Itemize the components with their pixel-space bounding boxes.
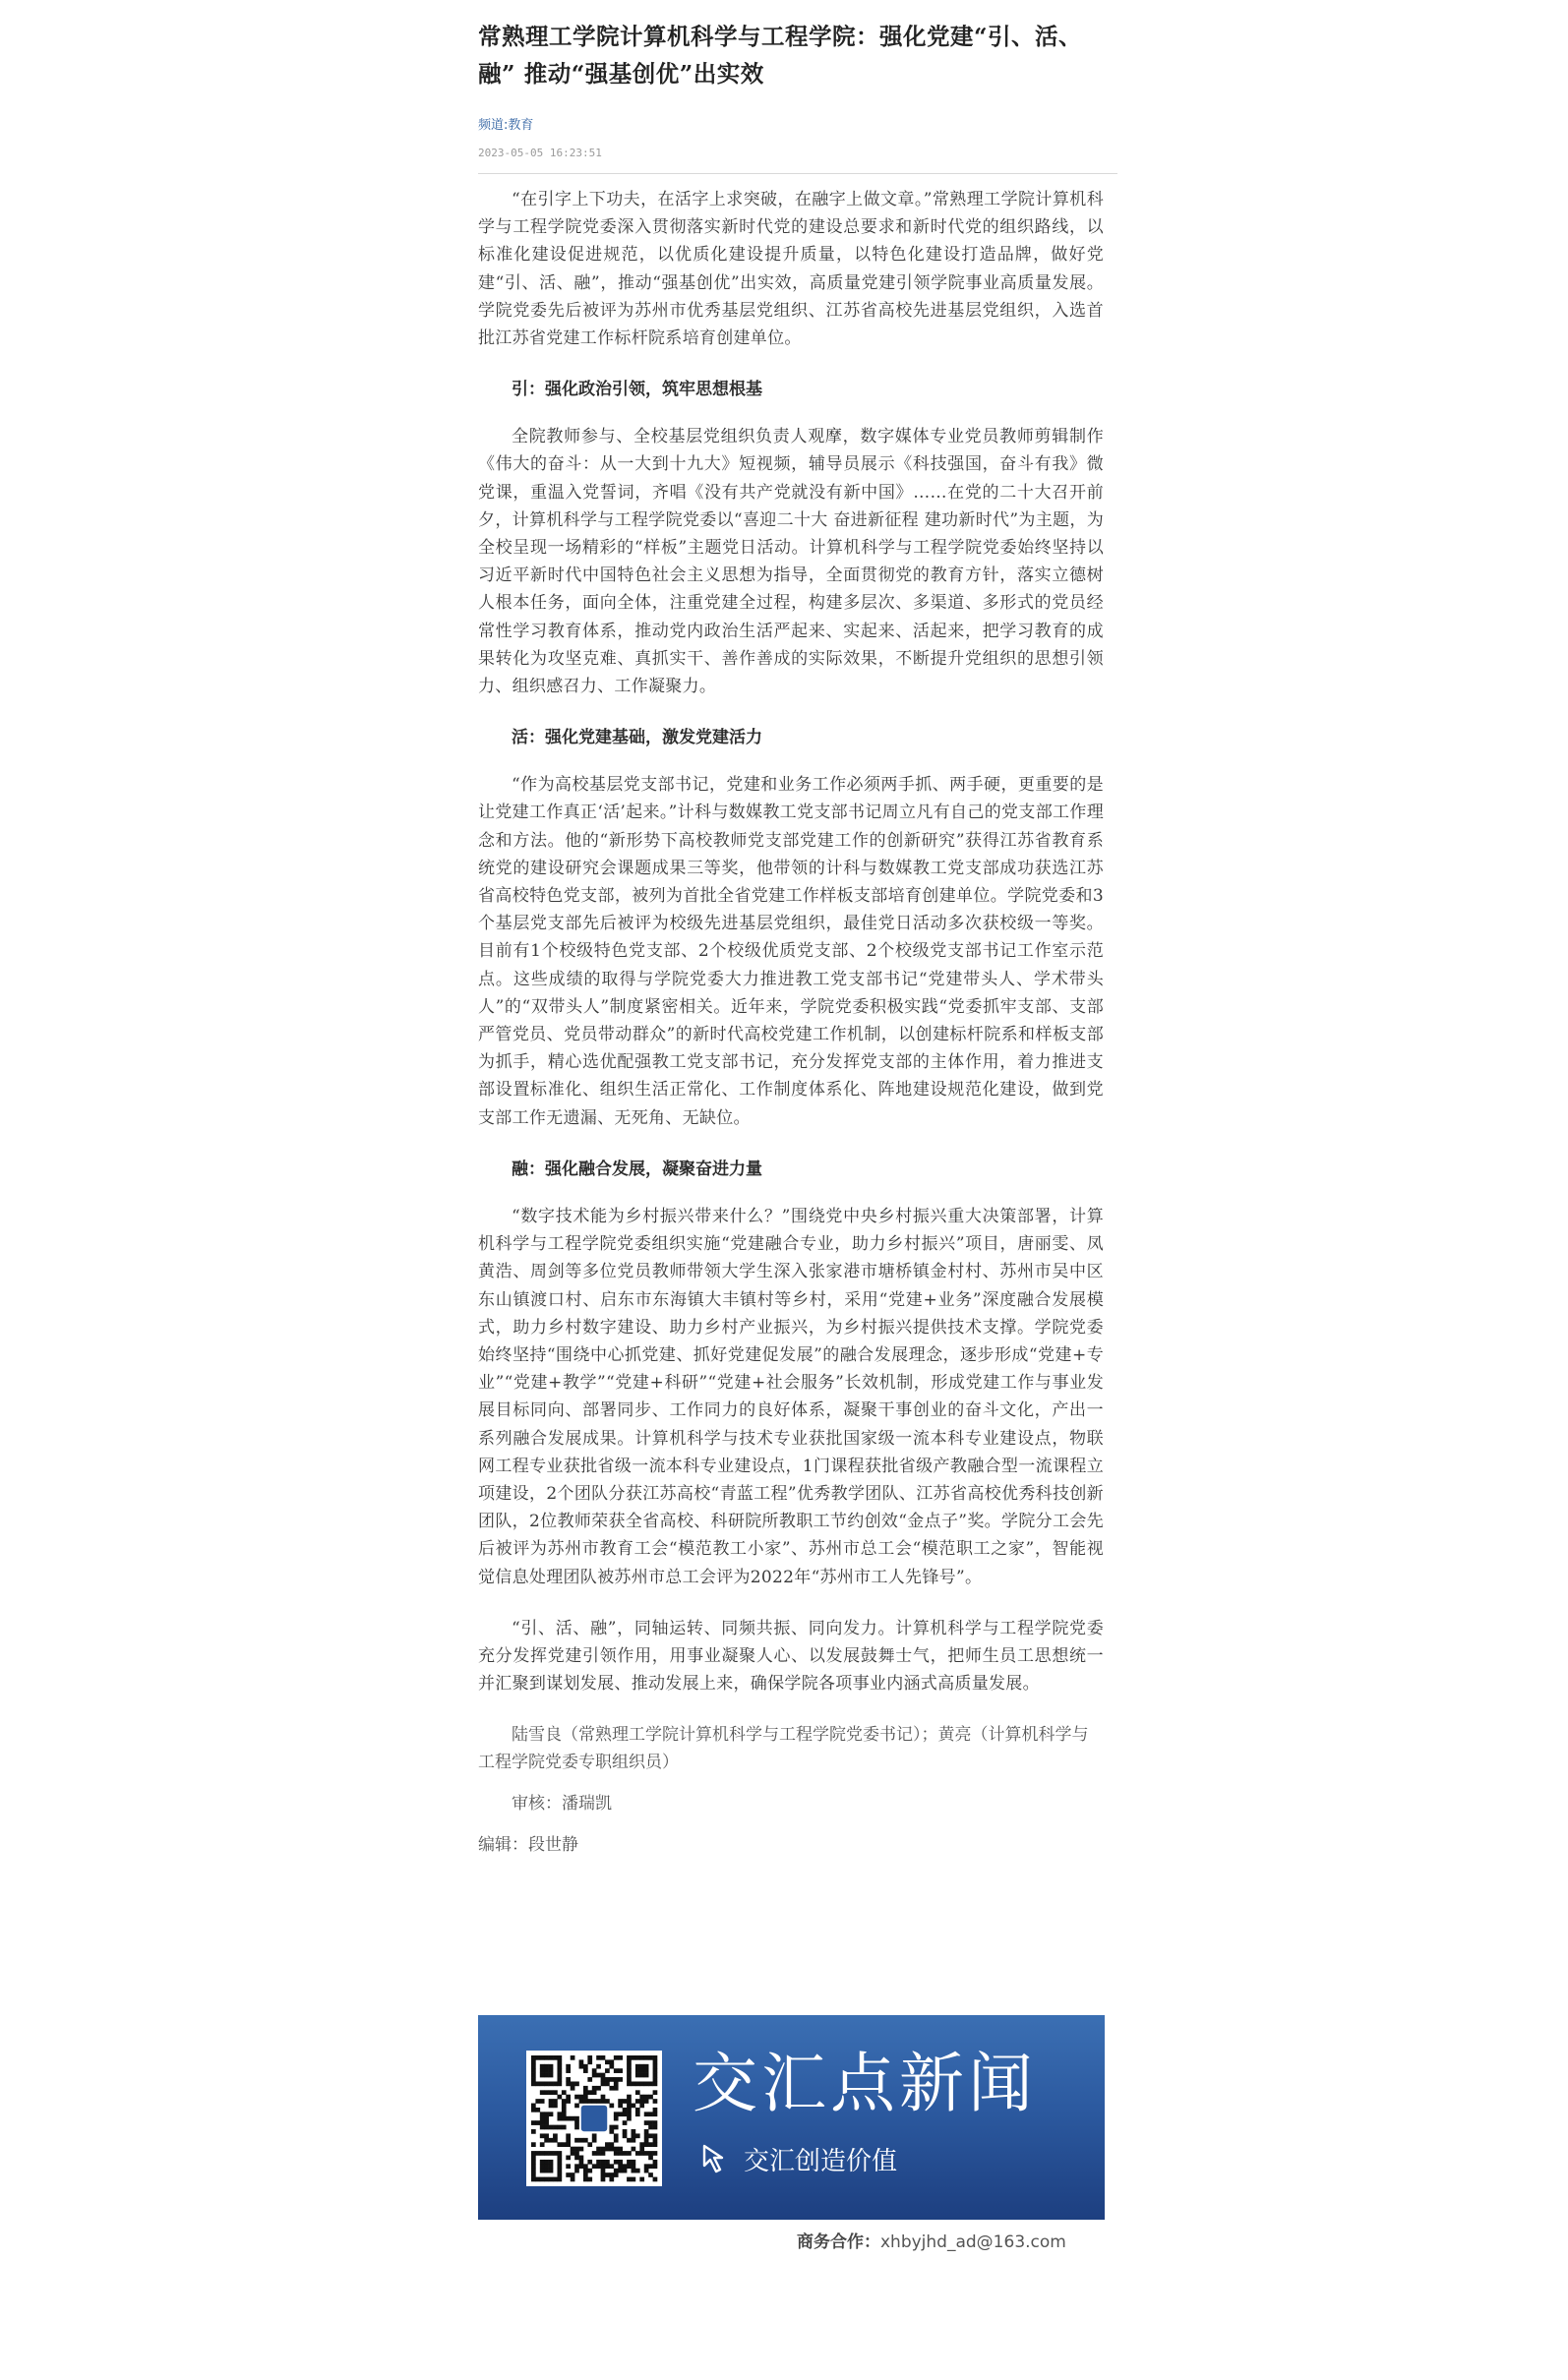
article-title: 常熟理工学院计算机科学与工程学院：强化党建“引、活、融” 推动“强基创优”出实效 xyxy=(478,23,1083,88)
paragraph: “数字技术能为乡村振兴带来什么？”围绕党中央乡村振兴重大决策部署，计算机科学与工程学院党委组织实施“党建融合专业，助力乡村振兴”项目，唐丽雯、凤黄浩、周剑等多位党员教师带领大学生深入张家港市塘桥镇金村村、苏州市吴中区东山镇渡口村、启东市东海镇大丰镇村等乡村，采用“党建+业务”深度融合发展模式，助力乡村数字建设、助力乡村产业振兴，为乡村振兴提供技术支撑。学院党委始终坚持“围绕中心抓党建、抓好党建促发展”的融合发展理念，逐步形成“党建+专业”“党建+教学”“党建+科研”“党建+社会服务”长效机制，形成党建工作与事业发展目标同向、部署同步、工作同力的良好体系，凝聚干事创业的奋斗文化，产出一系列融合发展成果。计算机科学与技术专业获批国家级一流本科专业建设点，物联网工程专业获批省级一流本科专业建设点，1门课程获批省级产教融合型一流课程立项建设，2个团队分获江苏高校“青蓝工程”优秀教学团队、江苏省高校优秀科技创新团队，2位教师荣获全省高校、科研院所教职工节约创效“金点子”奖。学院分工会先后被评为苏州市教育工会“模范教工小家”、苏州市总工会“模范职工之家”，智能视觉信息处理团队被苏州市总工会评为2022年“苏州市工人先锋号”。 xyxy=(478,1206,1104,1587)
section-heading: 引：强化政治引领，筑牢思想根基 xyxy=(512,380,762,400)
paragraph: “作为高校基层党支部书记，党建和业务工作必须两手抓、两手硬，更重要的是让党建工作真正‘活’起来。”计科与数媒教工党支部书记周立凡有自己的党支部工作理念和方法。他的“新形势下高校教师党支部党建工作的创新研究”获得江苏省教育系统党的建设研究会课题成果三等奖，他带领的计科与数媒教工党支部成功获选江苏省高校特色党支部，被列为首批全省党建工作样板支部培育创建单位。学院党委和3个基层党支部先后被评为校级先进基层党组织，最佳党日活动多次获校级一等奖。目前有1个校级特色党支部、2个校级优质党支部、2个校级党支部书记工作室示范点。这些成绩的取得与学院党委大力推进教工党支部书记“党建带头人、学术带头人”的“双带头人”制度紧密相关。近年来，学院党委积极实践“党委抓牢支部、支部严管党员、党员带动群众”的新时代高校党建工作机制，以创建标杆院系和样板支部为抓手，精心选优配强教工党支部书记，充分发挥党支部的主体作用，着力推进支部设置标准化、组织生活正常化、工作制度体系化、阵地建设规范化建设，做到党支部工作无遗漏、无死角、无缺位。 xyxy=(478,775,1104,1128)
business-contact xyxy=(797,2230,1066,2255)
arrow-logo-icon xyxy=(700,2142,734,2175)
slogan-row xyxy=(700,2139,897,2178)
editor-credit: 编辑：段世静 xyxy=(478,1835,578,1856)
publish-date: 2023-05-05 16:23:51 xyxy=(478,147,602,159)
channel-line xyxy=(478,114,1104,133)
contact-label: 商务合作： xyxy=(797,2232,880,2252)
paragraph: “引、活、融”，同轴运转、同频共振、同向发力。计算机科学与工程学院党委充分发挥党建引领作用，用事业凝聚人心、以发展鼓舞士气，把师生员工思想统一并汇聚到谋划发展、推动发展上来，确保学院各项事业内涵式高质量发展。 xyxy=(478,1618,1104,1695)
section-heading: 融：强化融合发展，凝聚奋进力量 xyxy=(512,1159,762,1179)
qr-code-icon[interactable] xyxy=(526,2051,662,2186)
contact-email[interactable]: xhbyjhd_ad@163.com xyxy=(880,2232,1066,2252)
app-promo-banner[interactable] xyxy=(478,2015,1105,2220)
channel-label: 频道: xyxy=(478,118,509,133)
article xyxy=(478,0,1104,1859)
channel-link[interactable]: 教育 xyxy=(508,118,534,133)
author-credits: 陆雪良（常熟理工学院计算机科学与工程学院党委书记）；黄亮（计算机科学与工程学院党委专职组织员） xyxy=(478,1725,1089,1773)
divider xyxy=(478,173,1117,174)
paragraph: “在引字上下功夫，在活字上求突破，在融字上做文章。”常熟理工学院计算机科学与工程学院党委深入贯彻落实新时代党的建设总要求和新时代党的组织路线，以标准化建设促进规范，以优质化建设提升质量，以特色化建设打造品牌，做好党建“引、活、融”，推动“强基创优”出实效，高质量党建引领学院事业高质量发展。学院党委先后被评为苏州市优秀基层党组织、江苏省高校先进基层党组织，入选首批江苏省党建工作标杆院系培育创建单位。 xyxy=(478,190,1104,349)
review-credit: 审核：潘瑞凯 xyxy=(512,1794,612,1815)
slogan-text: 交汇创造价值 xyxy=(744,2146,898,2176)
paragraph: 全院教师参与、全校基层党组织负责人观摩，数字媒体专业党员教师剪辑制作《伟大的奋斗：从一大到十九大》短视频，辅导员展示《科技强国，奋斗有我》微党课，重温入党誓词，齐唱《没有共产党就没有新中国》……在党的二十大召开前夕，计算机科学与工程学院党委以“喜迎二十大 奋进新征程 建功新时代”为主题，为全校呈现一场精彩的“样板”主题党日活动。计算机科学与工程学院党委始终坚持以习近平新时代中国特色社会主义思想为指导，全面贯彻党的教育方针，落实立德树人根本任务，面向全体，注重党建全过程，构建多层次、多渠道、多形式的党员经常性学习教育体系，推动党内政治生活严起来、实起来、活起来，把学习教育的成果转化为攻坚克难、真抓实干、善作善成的实际效果，不断提升党组织的思想引领力、组织感召力、工作凝聚力。 xyxy=(478,427,1104,697)
brand-name: 交汇点新闻 xyxy=(693,2046,1037,2121)
article-body xyxy=(478,186,1104,1859)
section-heading: 活：强化党建基础，激发党建活力 xyxy=(512,728,762,748)
